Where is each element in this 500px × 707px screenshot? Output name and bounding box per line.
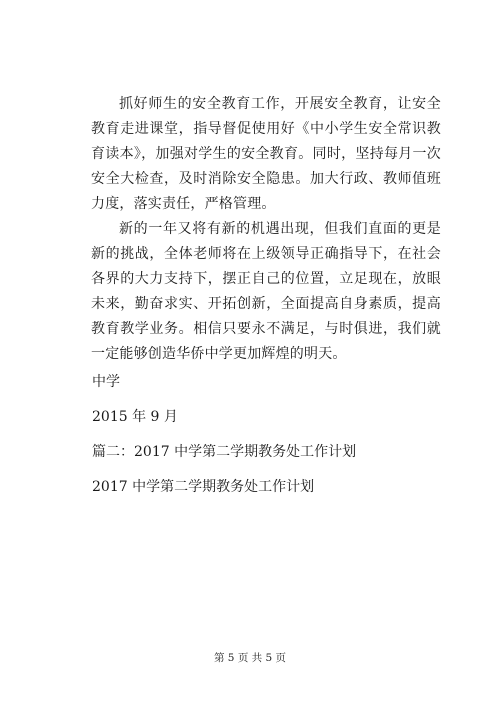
section-title: 2017 中学第二学期教务处工作计划 bbox=[92, 479, 315, 495]
paragraph-new-year-outlook: 新的一年又将有新的机遇出现，但我们直面的更是新的挑战，全体老师将在上级领导正确指导下，在社会各界的大力支持下，摆正自己的位置，立足现在，放眼未来，勤奋求实、开拓创新，全面提高自身素质，提高教育教学业务。相信只要永不满足，与时俱进，我们就一定能够创造华侨中学更加辉煌的明天。 bbox=[91, 221, 441, 362]
document-body bbox=[91, 92, 441, 500]
signature-date: 2015 年 9 月 bbox=[92, 409, 178, 425]
paragraph-safety-education: 抓好师生的安全教育工作，开展安全教育，让安全教育走进课堂，指导督促使用好《中小学生安全常识教育读本》，加强对学生的安全教育。同时，坚持每月一次安全大检查，及时消除安全隐患。加大行政、教师值班力度，落实责任，严格管理。 bbox=[91, 96, 441, 212]
page-number-footer: 第 5 页 共 5 页 bbox=[213, 652, 287, 664]
section-heading: 篇二：2017 中学第二学期教务处工作计划 bbox=[92, 444, 357, 460]
signature-organization: 中学 bbox=[92, 374, 120, 390]
